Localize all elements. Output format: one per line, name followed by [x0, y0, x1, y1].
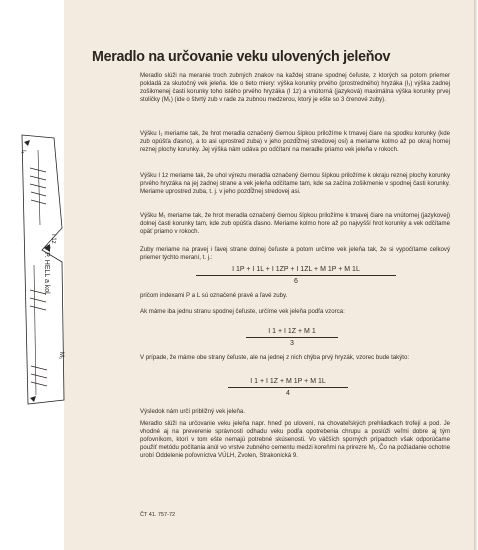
measuring-gauge-card	[0, 0, 80, 430]
formula-denominator: 4	[286, 390, 290, 397]
formula-numerator: I 1P + I 1L + I 1ZP + I 1ZL + M 1P + M 1L	[196, 266, 396, 276]
paragraph-intro: Meradlo slúži na meranie troch zubných znakov na každej strane spodnej čeľuste, z ktorých sa potom priemer pokladá za skutočný vek jeleňa. Ide o tieto miery: výška korunky prvého (prostredného) hryzáka (I₁) výška zadnej zošikmenej časti korunky toho istého prvého hryzáka (I 1z) a vnútorná (jazyková) maximálna výška korunky prvej stoličky (M₁) (ide o štvrtý zub v rade za zubnou medzerou, ktorý je ešte so 3 črenové zuby).	[140, 72, 450, 104]
paragraph-missing-incisor: V prípade, že máme obe strany čeľuste, ale na jednej z nich chýba prvý hryzák, vzorec bude takýto:	[140, 354, 410, 361]
gauge-mark-m1: M₁	[58, 352, 64, 360]
gauge-copyright: © P. HELL a kol.	[43, 245, 50, 296]
formula-one-side	[246, 328, 338, 347]
paragraph-index-note: pričom indexami P a L sú označené pravé a ľavé zuby.	[140, 292, 288, 299]
formula-six-measurements	[196, 266, 396, 285]
formula-denominator: 3	[290, 340, 294, 347]
document-title: Meradlo na určovanie veku ulovených jeleňov	[92, 48, 391, 66]
paragraph-average: Zuby meriame na pravej i ľavej strane dolnej čeľuste a potom určíme vek jeleňa tak, že si vypočítame celkový priemer týchto meraní, t. j.:	[140, 246, 450, 262]
formula-denominator: 6	[294, 278, 298, 285]
print-code: ČT 41. 757-72	[140, 512, 176, 518]
gauge-mark-i1z: I 1z	[50, 234, 56, 244]
paragraph-measure-i1z: Výšku I 1z meriame tak, že uhol výrezu meradla označený čiernou šípkou priložíme k okraju reznej plochy korunky prvého hryzáka na jej zadnej strane a vek jeleňa odčítame tam, kde sa začína zošikmenie v spodnej časti korunky. Meriame uprostred zuba, t. j. v jeho pozdĺžnej stredovej asi.	[140, 172, 450, 196]
paragraph-measure-m1: Výšku M₁ meriame tak, že hrot meradla označený čiernou šípkou priložíme k tmavej čiare na vnútornej (jazykovej) dolnej časti korunky tam, kde zub opúšťa ďasno. Meriame kolmo hore až po najvyšší hrot korunky a vek odčítame opäť priamo v rokoch.	[140, 212, 450, 236]
formula-missing-incisor	[228, 378, 348, 397]
gauge-mark-i1: I₁	[20, 150, 26, 154]
paragraph-result: Výsledok nám určí približný vek jeleňa.	[140, 408, 245, 415]
formula-numerator: I 1 + I 1Z + M 1P + M 1L	[228, 378, 348, 388]
paragraph-measure-i1: Výšku I₁ meriame tak, že hrot meradla označený čiernou šípkou priložíme k tmavej čiare na spodku korunky (kde zub opúšťa ďasno), a to asi uprostred zuba) v jeho pozdĺžnej stredovej osi) a meriame kolmo až po okraj hornej reznej plochy korunky. Jej výška nám udáva po odčítaní na meradle priamo vek jeleňa v rokoch.	[140, 130, 450, 154]
gauge-outline	[0, 0, 80, 430]
sheet-edge-shadow	[474, 0, 478, 550]
paragraph-usage: Meradlo slúži na určovanie veku jeleňa napr. hneď po ulovení, na chovateľských prehliadkach trofejí a pod. Je vhodné aj na preverenie správnosti odhadu veku podľa opotrebenia chrupu a poslúži veľmi dobre aj tým poľovníkom, ktorí v tom ešte nemajú potrebné skúsenosti. Vo väčších sporných prípadoch však odporúčame použiť metódu počítania anúl vo vrstve zubného cementu medzi koreňmi na prirezre M₁. Čo na požiadanie ochotne urobí Oddelenie poľovníctva VÚLH, Zvolen, Strakonická 9.	[140, 420, 450, 460]
formula-numerator: I 1 + I 1Z + M 1	[246, 328, 338, 338]
paragraph-one-side: Ak máme iba jednu stranu spodnej čeľuste, určíme vek jeleňa podľa vzorca:	[140, 308, 345, 315]
